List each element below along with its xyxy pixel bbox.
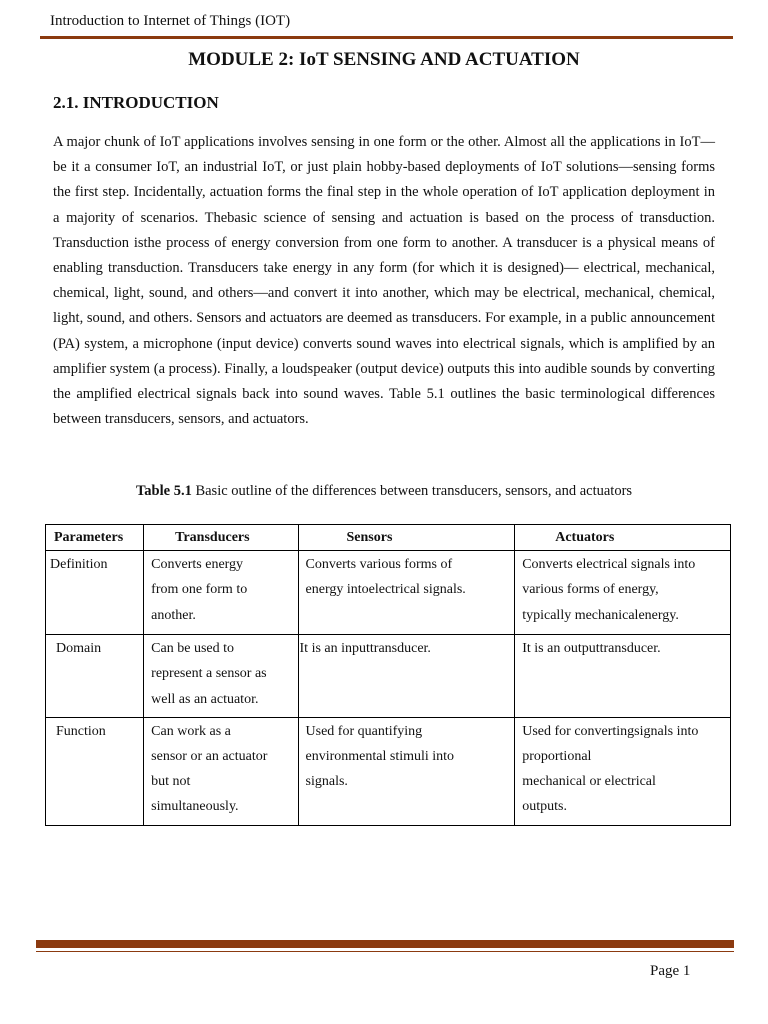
- cell-line: from one form to: [151, 582, 248, 598]
- table-row: [46, 717, 731, 825]
- cell-sensors: [298, 551, 515, 635]
- cell-line: represent a sensor as: [151, 666, 267, 682]
- cell-line: Converts energy: [151, 557, 244, 573]
- cell-sensors: [298, 635, 515, 718]
- cell-line: typically mechanicalenergy.: [522, 607, 679, 623]
- cell-line: Can work as a: [151, 723, 231, 739]
- cell-parameter: Domain: [46, 635, 144, 718]
- cell-line: simultaneously.: [151, 799, 239, 815]
- intro-paragraph: A major chunk of IoT applications involves sensing in one form or the other. Almost all the applications in IoT—be it a consumer IoT, an industrial IoT, or just plain hobby-based deployments of IoT solutions—sensing forms the first step. Incidentally, actuation forms the final step in the whole operation of IoT application deployment in a majority of scenarios. Thebasic science of sensing and actuation is based on the process of transduction. Transduction isthe process of energy conversion from one form to another. A transducer is a physical means of enabling transduction. Transducers take energy in any form (for which it is designed)— electrical, mechanical, chemical, light, sound, and others—and convert it into another, which may be electrical, mechanical, chemical, light, sound, and others. Sensors and actuators are deemed as transducers. For example, in a public announcement (PA) system, a microphone (input device) converts sound waves into electrical signals, which is amplified by an amplifier system (a process). Finally, a loudspeaker (output device) outputs this into audible sounds by converting the amplified electrical signals back into sound waves. Table 5.1 outlines the basic terminological differences between transducers, sensors, and actuators.: [53, 134, 715, 428]
- cell-line: Can be used to: [151, 641, 234, 657]
- header-sensors: Sensors: [298, 525, 515, 551]
- header-rule: [40, 36, 733, 39]
- cell-transducers: [144, 635, 298, 718]
- cell-line: well as an actuator.: [151, 691, 259, 707]
- header-transducers: Transducers: [144, 525, 298, 551]
- cell-line: It is an inputtransducer.: [299, 641, 431, 657]
- cell-actuators: [515, 635, 731, 718]
- table-body: [46, 551, 731, 825]
- cell-line: Converts various forms of: [305, 557, 453, 573]
- cell-line: various forms of energy,: [522, 582, 659, 598]
- header-parameters: Parameters: [46, 525, 144, 551]
- section-heading: 2.1. INTRODUCTION: [53, 93, 219, 112]
- cell-line: energy intoelectrical signals.: [305, 582, 466, 598]
- module-title: MODULE 2: IoT SENSING AND ACTUATION: [188, 49, 580, 70]
- cell-line: It is an outputtransducer.: [522, 641, 661, 657]
- cell-line: another.: [151, 607, 196, 623]
- table-row: [46, 551, 731, 635]
- page-number: Page 1: [650, 963, 691, 979]
- cell-line: mechanical or electrical: [522, 774, 656, 790]
- footer-rule-thick: [36, 940, 734, 948]
- header-title: Introduction to Internet of Things (IOT): [50, 13, 291, 29]
- comparison-table: [45, 524, 731, 826]
- cell-sensors: [298, 717, 515, 825]
- cell-line: Used for convertingsignals into: [522, 723, 699, 739]
- cell-transducers: [144, 717, 298, 825]
- cell-actuators: [515, 551, 731, 635]
- cell-line: sensor or an actuator: [151, 749, 268, 765]
- cell-parameter: Function: [46, 717, 144, 825]
- cell-parameter: Definition: [46, 551, 144, 635]
- table-caption-label: Table 5.1: [135, 483, 192, 499]
- footer-rule-thin: [36, 951, 734, 952]
- cell-line: but not: [151, 774, 191, 790]
- table-header-row: [46, 525, 731, 551]
- cell-transducers: [144, 551, 298, 635]
- cell-line: proportional: [522, 749, 592, 765]
- table-row: [46, 635, 731, 718]
- cell-actuators: [515, 717, 731, 825]
- cell-line: Used for quantifying: [305, 723, 423, 739]
- table-caption: [0, 481, 768, 501]
- header-actuators: Actuators: [515, 525, 731, 551]
- cell-line: Converts electrical signals into: [522, 557, 696, 573]
- cell-line: environmental stimuli into: [305, 749, 455, 765]
- cell-line: outputs.: [522, 799, 567, 815]
- table-caption-text: Basic outline of the differences between transducers, sensors, and actuators: [191, 483, 633, 499]
- cell-line: signals.: [305, 774, 348, 790]
